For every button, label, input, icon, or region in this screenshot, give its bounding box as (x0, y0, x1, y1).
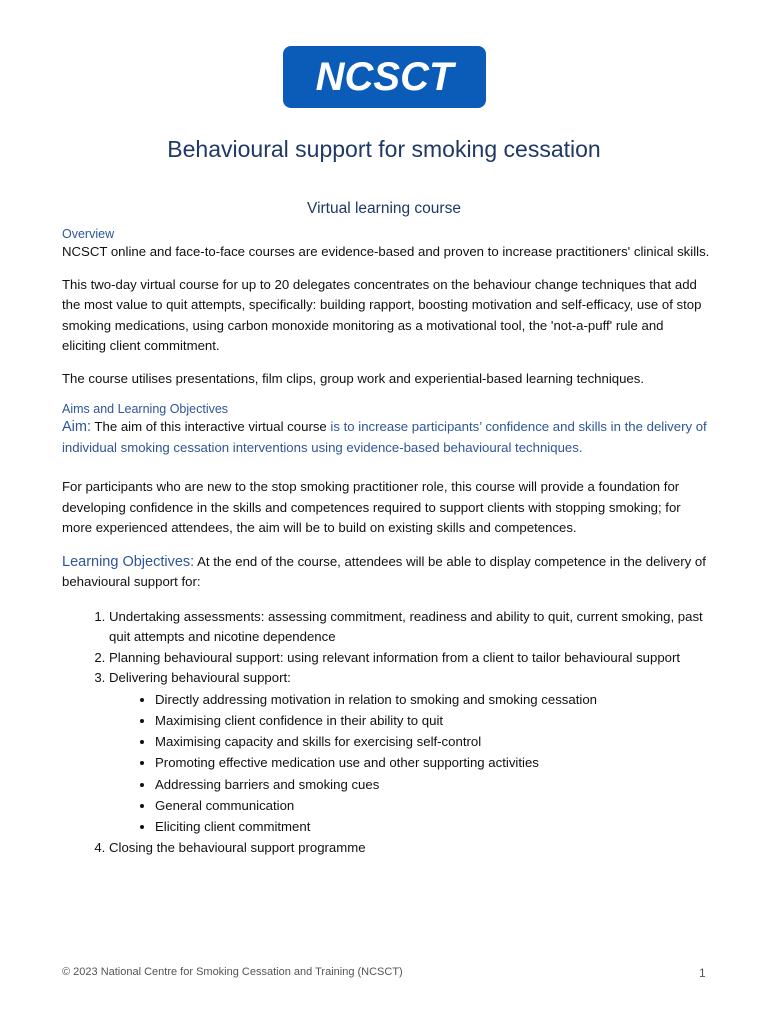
objective-item: 4. Closing the behavioural support programme (109, 838, 710, 859)
learning-objectives-intro (62, 552, 710, 593)
objective-item: 2. Planning behavioural support: using relevant information from a client to tailor behavioural support (109, 648, 710, 669)
overview-heading: Overview (62, 227, 115, 241)
sub-list-item: • Promoting effective medication use and other supporting activities (155, 752, 710, 773)
sub-list-item: • Directly addressing motivation in relation to smoking and smoking cessation (155, 689, 710, 710)
ncsct-logo (283, 46, 486, 108)
aim-text-highlight: is to increase participants’ confidence and skills in the delivery of individual smoking cessation interventions using evidence-based behavioural techniques. (62, 419, 707, 455)
aim-label: Aim: (62, 419, 91, 435)
objective-item: 1. Undertaking assessments: assessing commitment, readiness and ability to quit, current smoking, past quit attempts and nicotine dependence (109, 607, 710, 648)
logo-text: NCSCT (315, 54, 454, 99)
aim-text: The aim of this interactive virtual course (91, 419, 327, 434)
objective-item (109, 668, 710, 838)
learning-objectives-label: Learning Objectives: (62, 553, 195, 570)
objectives-list (62, 607, 710, 859)
page-number: 1 (699, 966, 706, 980)
overview-paragraph-3: The course utilises presentations, film clips, group work and experiential-based learning techniques. (62, 370, 645, 386)
document-body (62, 226, 710, 858)
sub-list-item: • Addressing barriers and smoking cues (155, 774, 710, 795)
overview-paragraph-1: NCSCT online and face-to-face courses are evidence-based and proven to increase practitioners' clinical skills. (62, 244, 710, 259)
delivering-support-sublist (109, 689, 710, 838)
aims-paragraph: For participants who are new to the stop smoking practitioner role, this course will provide a foundation for developing confidence in the skills and competences required to support clients with stopping smoking; for more experienced attendees, the aim will be to build on existing skills and competences. (62, 479, 681, 535)
sub-list-item: • Eliciting client commitment (155, 816, 710, 837)
objective-item-label: Delivering behavioural support: (109, 670, 291, 685)
footer-copyright: © 2023 National Centre for Smoking Cessation and Training (NCSCT) (62, 966, 403, 978)
sub-list-item: • Maximising capacity and skills for exercising self-control (155, 731, 710, 752)
learning-objectives-text: At the end of the course, attendees will be able to display competence in the delivery of behavioural support for: (62, 553, 706, 589)
aims-heading: Aims and Learning Objectives (62, 402, 229, 416)
aim-paragraph (62, 417, 710, 458)
document-subtitle: Virtual learning course (307, 200, 461, 217)
sub-list-item: • General communication (155, 795, 710, 816)
document-title: Behavioural support for smoking cessation (167, 136, 601, 162)
overview-paragraph-2: This two-day virtual course for up to 20 delegates concentrates on the behaviour change techniques that add the most value to quit attempts, specifically: building rapport, boosting motivation and self-efficacy, use of stop smoking medications, using carbon monoxide monitoring as a motivational tool, the 'not-a-puff' rule and eliciting client commitment. (62, 276, 702, 353)
sub-list-item: • Maximising client confidence in their ability to quit (155, 710, 710, 731)
